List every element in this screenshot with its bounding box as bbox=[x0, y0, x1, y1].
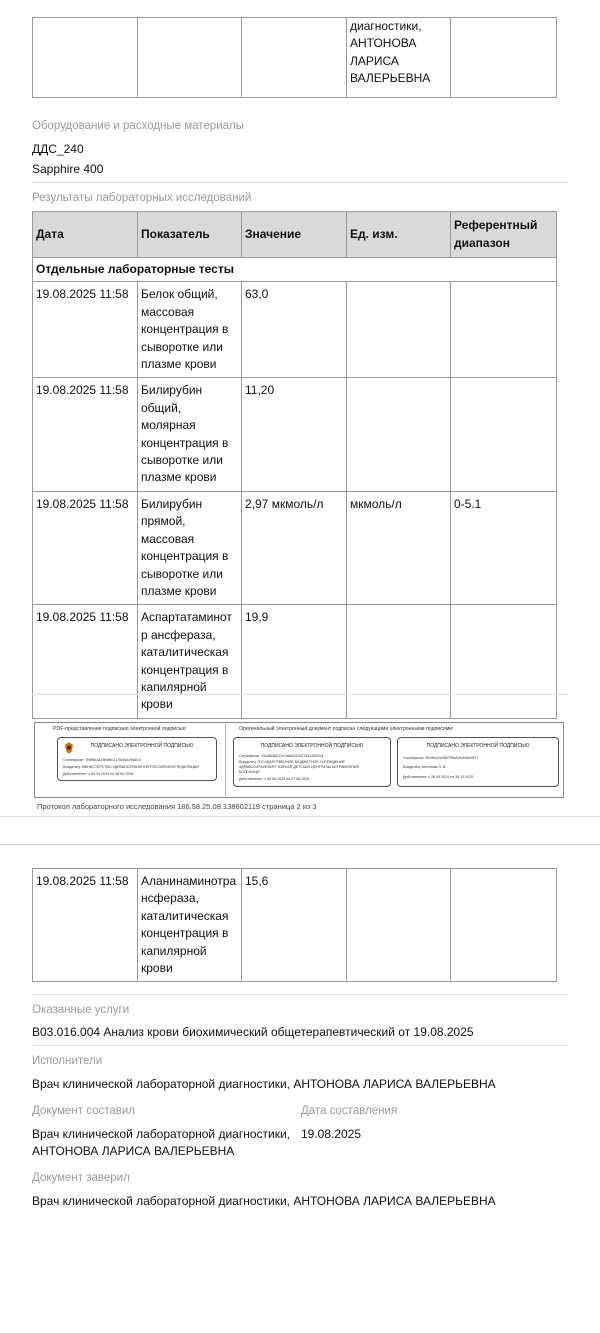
stamp-line: Владелец: МИНИСТЕРСТВО ЗДРАВООХРАНЕНИЯ РОССИЙСКОЙ ФЕДЕРАЦИИ bbox=[63, 765, 199, 769]
signature-block bbox=[34, 722, 564, 798]
document-page-3 bbox=[0, 844, 600, 1333]
column-header-unit: Ед. изм. bbox=[347, 212, 451, 258]
cell-value: 2,97 мкмоль/л bbox=[242, 491, 347, 604]
stamp-line: БОЛЬНИЦА" bbox=[239, 770, 261, 774]
certified-value: Врач клинической лабораторной диагностики, АНТОНОВА ЛАРИСА ВАЛЕРЬЕВНА bbox=[32, 1194, 496, 1208]
section-divider bbox=[32, 694, 568, 695]
column-header-indicator: Показатель bbox=[138, 212, 242, 258]
date-section-title: Дата составления bbox=[301, 1105, 398, 1117]
stamp-line: Сертификат: 0bc9fc42a36b7f0fa52fcb0cb2677 bbox=[403, 756, 479, 760]
cell-value: 19,9 bbox=[242, 605, 347, 718]
services-value: B03.016.004 Анализ крови биохимический общетерапевтический от 19.08.2025 bbox=[32, 1025, 474, 1039]
cell-range: 0-5.1 bbox=[451, 491, 557, 604]
cell-range bbox=[451, 378, 557, 491]
cell-indicator: Билирубин общий, молярная концентрация в сыворотке или плазме крови bbox=[138, 378, 242, 491]
column-header-value: Значение bbox=[242, 212, 347, 258]
table-group-row bbox=[33, 258, 557, 282]
equipment-item: ДДС_240 bbox=[32, 142, 84, 156]
cell-range bbox=[451, 282, 557, 378]
stamp-line: Сертификат: 7b9f6e3a19b06fc3175c0a1e9a01a bbox=[63, 758, 141, 762]
cell-unit: мкмоль/л bbox=[347, 491, 451, 604]
section-divider bbox=[32, 182, 568, 183]
stamp-title: ПОДПИСАНО ЭЛЕКТРОННОЙ ПОДПИСЬЮ bbox=[260, 743, 364, 749]
performers-section-title: Исполнители bbox=[32, 1055, 103, 1067]
cell-date: 19.08.2025 11:58 bbox=[33, 378, 138, 491]
cell-range bbox=[451, 605, 557, 718]
table-row bbox=[33, 282, 557, 378]
column-header-range: Референтный диапазон bbox=[451, 212, 557, 258]
cell-unit bbox=[347, 282, 451, 378]
stamp-title: ПОДПИСАНО ЭЛЕКТРОННОЙ ПОДПИСЬЮ bbox=[90, 743, 194, 749]
table-row bbox=[33, 18, 557, 98]
equipment-section-title: Оборудование и расходные материалы bbox=[32, 120, 245, 132]
cell-date: 19.08.2025 11:58 bbox=[33, 491, 138, 604]
continuation-table bbox=[32, 17, 557, 98]
performers-value: Врач клинической лабораторной диагностики, АНТОНОВА ЛАРИСА ВАЛЕРЬЕВНА bbox=[32, 1077, 496, 1091]
stamp-line: Действителен: с 26.09.2024 по 18.12.2025 bbox=[403, 775, 474, 779]
cell-unit bbox=[347, 605, 451, 718]
composed-line: АНТОНОВА ЛАРИСА ВАЛЕРЬЕВНА bbox=[32, 1144, 235, 1158]
cell-indicator: Аспартатаминотр ансфераза, каталитическая концентрация в капилярной крови bbox=[138, 605, 242, 718]
column-header-date: Дата bbox=[33, 212, 138, 258]
table-row bbox=[33, 378, 557, 491]
signature-stamp bbox=[397, 737, 559, 787]
table-header-row bbox=[33, 212, 557, 258]
cell-value: 11,20 bbox=[242, 378, 347, 491]
group-label: Отдельные лабораторные тесты bbox=[33, 258, 557, 282]
equipment-item: Sapphire 400 bbox=[32, 162, 104, 176]
stamp-line: ЗДРАВООХРАНЕНИЯ "ЮЖНАЯ ДЕТСКАЯ ЦЕНТРАЛЬНАЯ РАЙОННАЯ bbox=[239, 765, 359, 769]
results-table bbox=[32, 211, 557, 719]
section-divider bbox=[32, 1045, 568, 1046]
composed-date: 19.08.2025 bbox=[301, 1127, 362, 1141]
results-table-continued bbox=[32, 868, 557, 982]
table-cell bbox=[451, 18, 557, 98]
pdf-signature-panel bbox=[35, 723, 226, 797]
cell-indicator: Билирубин прямой, массовая концентрация в сыворотке или плазме крови bbox=[138, 491, 242, 604]
cell-date: 19.08.2025 11:58 bbox=[33, 869, 138, 982]
protocol-note: Протокол лабораторного исследования 186.58.25.08.138602119 страница 2 из 3 bbox=[37, 802, 317, 811]
cell-value: 15,6 bbox=[242, 869, 347, 982]
stamp-line: Владелец: ГОСУДАРСТВЕННОЕ БЮДЖЕТНОЕ УЧРЕЖДЕНИЕ bbox=[239, 760, 345, 764]
services-section-title: Оказанные услуги bbox=[32, 1004, 130, 1016]
table-row bbox=[33, 869, 557, 982]
cell-indicator: Белок общий, массовая концентрация в сыворотке или плазме крови bbox=[138, 282, 242, 378]
stamp-line: Владелец: Антонова Л. В. bbox=[403, 765, 447, 769]
original-signature-header: Оригинальный электронный документ подписан следующими электронными подписями: bbox=[239, 726, 454, 732]
cell-unit bbox=[347, 378, 451, 491]
stamp-line: Сертификат: 25c4f046011c7d6d2413d7251c3d2024 bbox=[239, 754, 324, 758]
cell-indicator: Аланинаминотра нсфераза, каталитическая концентрация в капилярной крови bbox=[138, 869, 242, 982]
table-cell bbox=[33, 18, 138, 98]
stamp-title: ПОДПИСАНО ЭЛЕКТРОННОЙ ПОДПИСЬЮ bbox=[426, 743, 530, 749]
section-divider bbox=[32, 994, 568, 995]
signature-stamp bbox=[57, 737, 217, 781]
signature-stamp bbox=[233, 737, 391, 787]
cell-date: 19.08.2025 11:58 bbox=[33, 605, 138, 718]
cell-value: 63,0 bbox=[242, 282, 347, 378]
composed-line: Врач клинической лабораторной диагностики, bbox=[32, 1127, 291, 1141]
table-cell: диагностики, АНТОНОВА ЛАРИСА ВАЛЕРЬЕВНА bbox=[347, 18, 451, 98]
table-cell bbox=[138, 18, 242, 98]
table-row bbox=[33, 605, 557, 718]
table-cell bbox=[242, 18, 347, 98]
pdf-signature-header: PDF-представление подписано электронной подписью: bbox=[53, 726, 187, 732]
page-break bbox=[0, 816, 600, 845]
cell-unit bbox=[347, 869, 451, 982]
composed-section-title: Документ составил bbox=[32, 1105, 136, 1117]
cell-range bbox=[451, 869, 557, 982]
table-row bbox=[33, 491, 557, 604]
results-section-title: Результаты лабораторных исследований bbox=[32, 192, 252, 204]
cell-date: 19.08.2025 11:58 bbox=[33, 282, 138, 378]
original-signature-panel bbox=[225, 723, 563, 797]
stamp-line: Действителен: с 02.04.2024 по 26.06.2026 bbox=[63, 772, 134, 776]
stamp-line: Действителен: с 05.06.2025 по 27.08.2026 bbox=[239, 777, 310, 781]
certified-section-title: Документ заверил bbox=[32, 1172, 130, 1184]
